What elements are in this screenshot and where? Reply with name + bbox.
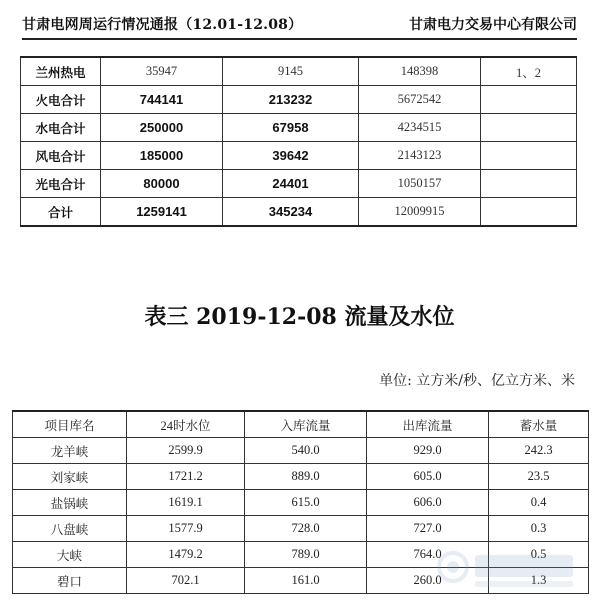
report-title: 甘肃电网周运行情况通报（12.01-12.08） — [22, 17, 303, 33]
table-row — [13, 568, 589, 594]
company-name: 甘肃电力交易中心有限公司 — [409, 17, 577, 33]
cell: 605.0 — [367, 464, 489, 490]
reservoir-name: 龙羊峡 — [13, 438, 127, 464]
cell: 185000 — [101, 142, 223, 170]
cell: 1050157 — [359, 170, 481, 198]
row-name: 水电合计 — [21, 114, 101, 142]
cell: 727.0 — [367, 516, 489, 542]
cell: 0.5 — [489, 542, 589, 568]
cell: 35947 — [101, 57, 223, 86]
cell: 1259141 — [101, 198, 223, 227]
row-name: 风电合计 — [21, 142, 101, 170]
row-name: 兰州热电 — [21, 57, 101, 86]
cell — [481, 170, 577, 198]
table-row — [21, 86, 577, 114]
cell: 5672542 — [359, 86, 481, 114]
cell — [481, 142, 577, 170]
reservoir-name: 碧口 — [13, 568, 127, 594]
cell: 24401 — [223, 170, 359, 198]
cell: 929.0 — [367, 438, 489, 464]
cell: 345234 — [223, 198, 359, 227]
cell: 728.0 — [245, 516, 367, 542]
cell: 12009915 — [359, 198, 481, 227]
table-header-row — [13, 411, 589, 438]
cell: 67958 — [223, 114, 359, 142]
cell: 1.3 — [489, 568, 589, 594]
column-header: 出库流量 — [367, 411, 489, 438]
column-header: 蓄水量 — [489, 411, 589, 438]
cell — [481, 86, 577, 114]
column-header: 入库流量 — [245, 411, 367, 438]
row-name: 火电合计 — [21, 86, 101, 114]
cell: 615.0 — [245, 490, 367, 516]
row-name: 光电合计 — [21, 170, 101, 198]
table-row — [21, 198, 577, 227]
cell: 1479.2 — [127, 542, 245, 568]
table-row — [13, 464, 589, 490]
table-row — [13, 438, 589, 464]
cell: 23.5 — [489, 464, 589, 490]
cell: 242.3 — [489, 438, 589, 464]
cell: 2599.9 — [127, 438, 245, 464]
cell: 9145 — [223, 57, 359, 86]
reservoir-name: 八盘峡 — [13, 516, 127, 542]
table-row — [13, 542, 589, 568]
cell: 540.0 — [245, 438, 367, 464]
cell: 250000 — [101, 114, 223, 142]
cell — [481, 198, 577, 227]
unit-label: 单位: 立方米/秒、亿立方米、米 — [379, 373, 575, 389]
cell: 0.3 — [489, 516, 589, 542]
reservoir-name: 大峡 — [13, 542, 127, 568]
cell: 702.1 — [127, 568, 245, 594]
table-row — [21, 142, 577, 170]
cell: 889.0 — [245, 464, 367, 490]
row-name: 合计 — [21, 198, 101, 227]
section-title: 表三 2019-12-08 流量及水位 — [144, 304, 455, 330]
cell: 148398 — [359, 57, 481, 86]
cell: 39642 — [223, 142, 359, 170]
cell: 161.0 — [245, 568, 367, 594]
table-row — [13, 490, 589, 516]
cell: 744141 — [101, 86, 223, 114]
generation-table — [20, 56, 577, 227]
cell: 1577.9 — [127, 516, 245, 542]
cell: 80000 — [101, 170, 223, 198]
reservoir-name: 盐锅峡 — [13, 490, 127, 516]
cell: 0.4 — [489, 490, 589, 516]
cell — [481, 114, 577, 142]
page-header — [22, 0, 577, 40]
table-row — [13, 516, 589, 542]
cell: 4234515 — [359, 114, 481, 142]
cell: 260.0 — [367, 568, 489, 594]
reservoir-table — [12, 410, 589, 594]
table-row — [21, 114, 577, 142]
cell: 1721.2 — [127, 464, 245, 490]
cell: 2143123 — [359, 142, 481, 170]
cell: 1619.1 — [127, 490, 245, 516]
cell: 764.0 — [367, 542, 489, 568]
cell: 789.0 — [245, 542, 367, 568]
table-row — [21, 57, 577, 86]
cell: 1、2 — [481, 57, 577, 86]
column-header: 24时水位 — [127, 411, 245, 438]
table-row — [21, 170, 577, 198]
cell: 213232 — [223, 86, 359, 114]
column-header: 项目库名 — [13, 411, 127, 438]
reservoir-name: 刘家峡 — [13, 464, 127, 490]
cell: 606.0 — [367, 490, 489, 516]
